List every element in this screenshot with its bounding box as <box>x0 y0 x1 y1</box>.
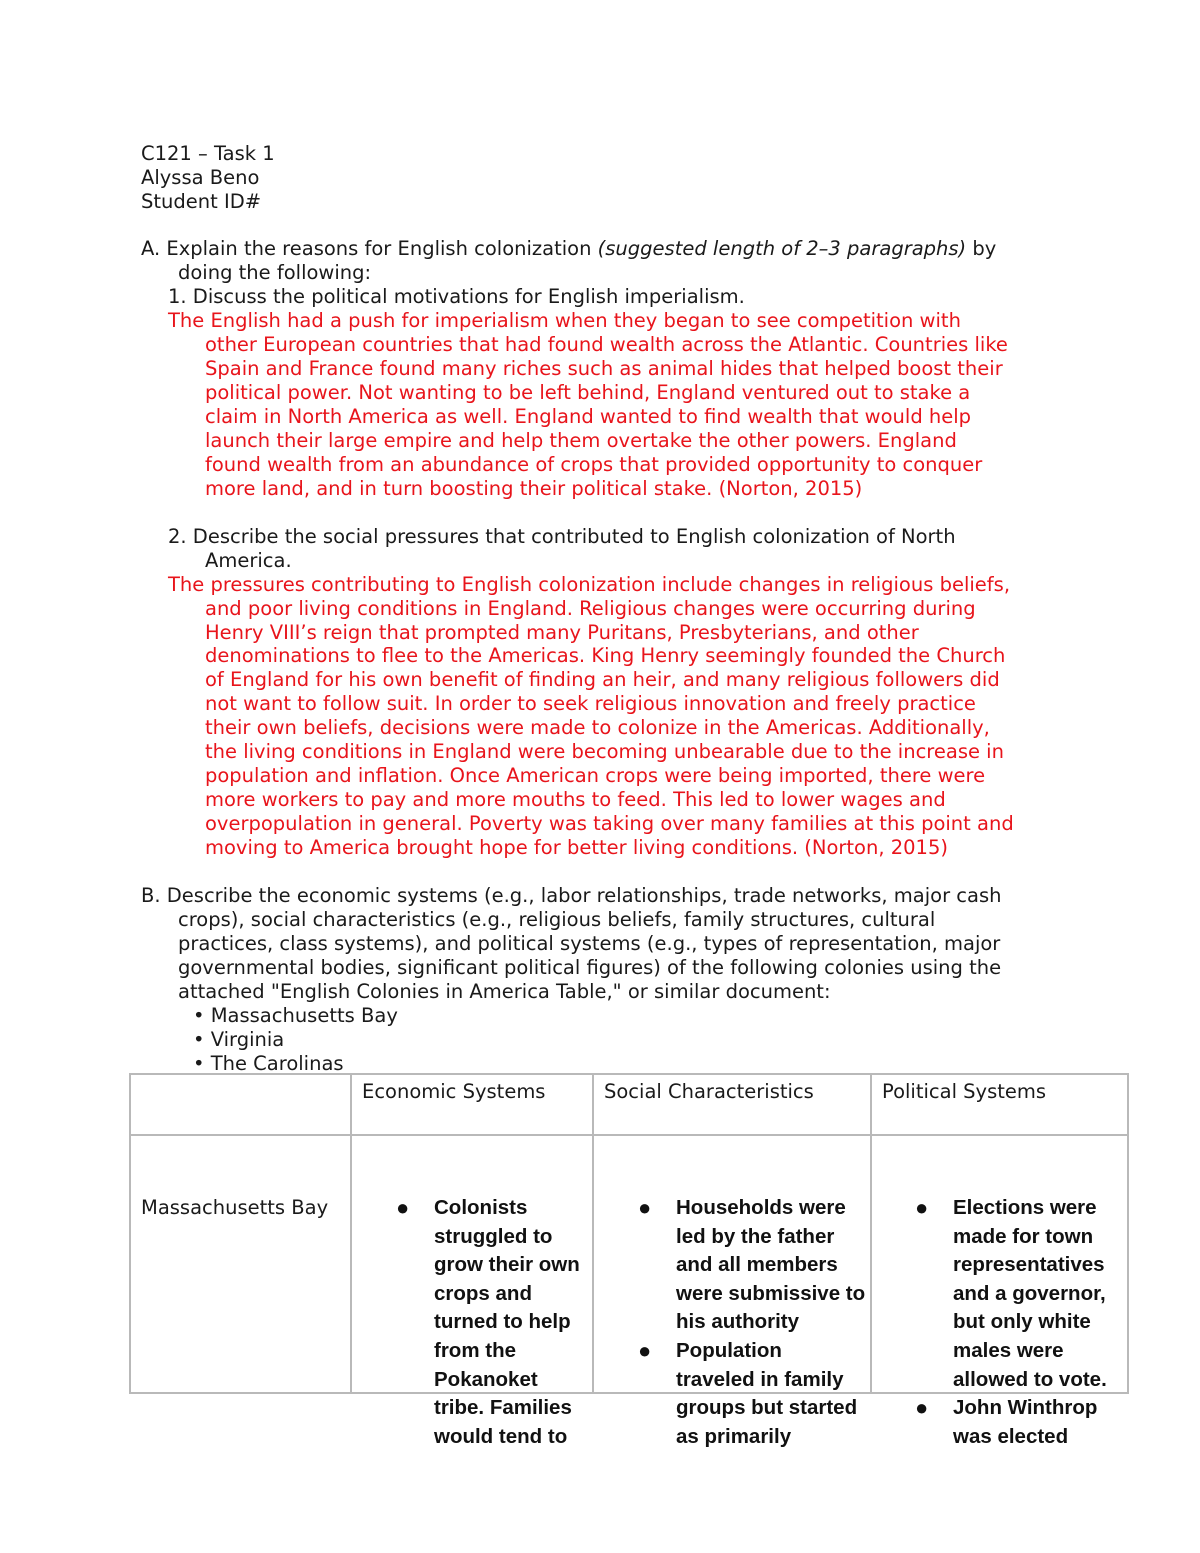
bullet-text-line: males were <box>953 1338 1064 1362</box>
bullet-item <box>915 1394 1107 1451</box>
colony-name-cell <box>130 1135 351 1393</box>
bullet-text-line: allowed to vote. <box>953 1367 1107 1391</box>
bullet-text-line: tribe. Families <box>434 1396 572 1420</box>
bullet-text-line: as primarily <box>676 1424 792 1448</box>
colony-list-item: • Massachusetts Bay <box>193 1004 398 1027</box>
table-header-cell: Social Characteristics <box>593 1074 871 1135</box>
student-id: Student ID# <box>141 190 262 213</box>
question-2: 2. Describe the social pressures that contributed to English colonization of North <box>168 525 956 548</box>
answer-1-line: found wealth from an abundance of crops that provided opportunity to conquer <box>205 453 983 476</box>
bullet-list <box>638 1194 866 1451</box>
bullet-text-line: made for town <box>953 1224 1094 1248</box>
section-b-prompt-cont: practices, class systems), and political systems (e.g., types of representation, major <box>178 932 1001 955</box>
bullet-icon: ● <box>915 1395 929 1421</box>
colony-list-item: • Virginia <box>193 1028 285 1051</box>
table-header-cell <box>130 1074 351 1135</box>
answer-2-line: more workers to pay and more mouths to feed. This led to lower wages and <box>205 788 946 811</box>
bullet-text-line: Population <box>676 1338 782 1362</box>
bullet-item <box>915 1194 1107 1394</box>
bullet-text-line: traveled in family <box>676 1367 844 1391</box>
bullet-item <box>638 1337 865 1451</box>
answer-2-line: The pressures contributing to English colonization include changes in religious beliefs, <box>168 573 1011 596</box>
table-header-cell: Economic Systems <box>351 1074 593 1135</box>
bullet-text-line: Households were <box>676 1196 846 1219</box>
course-title: C121 – Task 1 <box>141 142 275 165</box>
question-1: 1. Discuss the political motivations for English imperialism. <box>168 285 745 308</box>
section-b-prompt-cont: governmental bodies, significant political figures) of the following colonies using the <box>178 956 1002 979</box>
bullet-icon: ● <box>915 1195 929 1220</box>
economic-cell <box>351 1135 593 1448</box>
colony-list-item: • The Carolinas <box>193 1052 344 1075</box>
bullet-text-line: Elections were <box>953 1196 1097 1219</box>
answer-1-line: political power. Not wanting to be left behind, England ventured out to stake a <box>205 381 971 404</box>
bullet-text-line: and all members <box>676 1253 838 1277</box>
bullet-text-line: but only white <box>953 1310 1091 1334</box>
bullet-item <box>638 1194 866 1337</box>
answer-2-line: Henry VIII’s reign that prompted many Puritans, Presbyterians, and other <box>205 621 919 644</box>
answer-2-line: of England for his own benefit of finding an heir, and many religious followers did <box>205 668 1000 691</box>
bullet-text-line: led by the father <box>676 1224 835 1248</box>
section-b-prompt: B. Describe the economic systems (e.g., labor relationships, trade networks, major cash <box>141 884 1002 907</box>
bullet-text-line: turned to help <box>434 1310 571 1334</box>
bullet-text-line: crops and <box>434 1281 532 1305</box>
section-b-prompt-cont: attached "English Colonies in America Table," or similar document: <box>178 980 831 1003</box>
bullet-text-line: and a governor, <box>953 1281 1106 1305</box>
table-header-row <box>130 1074 1128 1135</box>
answer-2-line: their own beliefs, decisions were made to colonize in the Americas. Additionally, <box>205 716 990 739</box>
social-cell <box>593 1135 871 1448</box>
answer-1-line: claim in North America as well. England wanted to find wealth that would help <box>205 405 972 428</box>
bullet-icon: ● <box>396 1195 410 1220</box>
bullet-item <box>396 1194 580 1451</box>
question-2-cont: America. <box>205 549 292 572</box>
political-cell <box>871 1135 1128 1448</box>
bullet-text-line: Pokanoket <box>434 1367 538 1391</box>
section-a-prompt: A. Explain the reasons for English colonization (suggested length of 2–3 paragraphs) by <box>141 237 997 260</box>
answer-2-line: moving to America brought hope for better living conditions. (Norton, 2015) <box>205 836 948 859</box>
bullet-text-line: were submissive to <box>676 1281 866 1305</box>
bullet-text-line: grow their own <box>434 1253 580 1277</box>
bullet-text-line: Colonists <box>434 1196 528 1219</box>
answer-2-line: denominations to flee to the Americas. King Henry seemingly founded the Church <box>205 644 1006 667</box>
answer-1-line: Spain and France found many riches such as animal hides that helped boost their <box>205 357 1003 380</box>
bullet-list <box>396 1194 580 1451</box>
answer-2-line: and poor living conditions in England. Religious changes were occurring during <box>205 597 976 620</box>
answer-1-line: The English had a push for imperialism when they began to see competition with <box>168 309 961 332</box>
section-a-prompt-cont: doing the following: <box>178 261 372 284</box>
author-name: Alyssa Beno <box>141 166 260 189</box>
bullet-text-line: his authority <box>676 1310 800 1334</box>
bullet-icon: ● <box>638 1195 652 1220</box>
answer-2-line: not want to follow suit. In order to seek religious innovation and freely practice <box>205 692 976 715</box>
bullet-text-line: struggled to <box>434 1224 553 1248</box>
answer-1-line: launch their large empire and help them overtake the other powers. England <box>205 429 957 452</box>
bullet-icon: ● <box>638 1337 652 1363</box>
answer-2-line: overpopulation in general. Poverty was taking over many families at this point and <box>205 812 1014 835</box>
answer-2-line: population and inflation. Once American crops were being imported, there were <box>205 764 986 787</box>
answer-2-line: the living conditions in England were becoming unbearable due to the increase in <box>205 740 1004 763</box>
bullet-text-line: was elected <box>953 1424 1069 1448</box>
colony-name: Massachusetts Bay <box>141 1196 329 1219</box>
bullet-text-line: groups but started <box>676 1396 858 1420</box>
bullet-text-line: representatives <box>953 1253 1105 1277</box>
bullet-text-line: would tend to <box>434 1424 568 1448</box>
colonies-table <box>129 1073 1129 1448</box>
bullet-list <box>915 1194 1107 1451</box>
answer-1-line: other European countries that had found wealth across the Atlantic. Countries like <box>205 333 1008 356</box>
table-row <box>130 1135 1128 1393</box>
bullet-text-line: from the <box>434 1338 516 1362</box>
section-b-prompt-cont: crops), social characteristics (e.g., religious beliefs, family structures, cultural <box>178 908 936 931</box>
answer-1-line: more land, and in turn boosting their political stake. (Norton, 2015) <box>205 477 863 500</box>
table-header-cell: Political Systems <box>871 1074 1128 1135</box>
bullet-text-line: John Winthrop <box>953 1396 1098 1420</box>
